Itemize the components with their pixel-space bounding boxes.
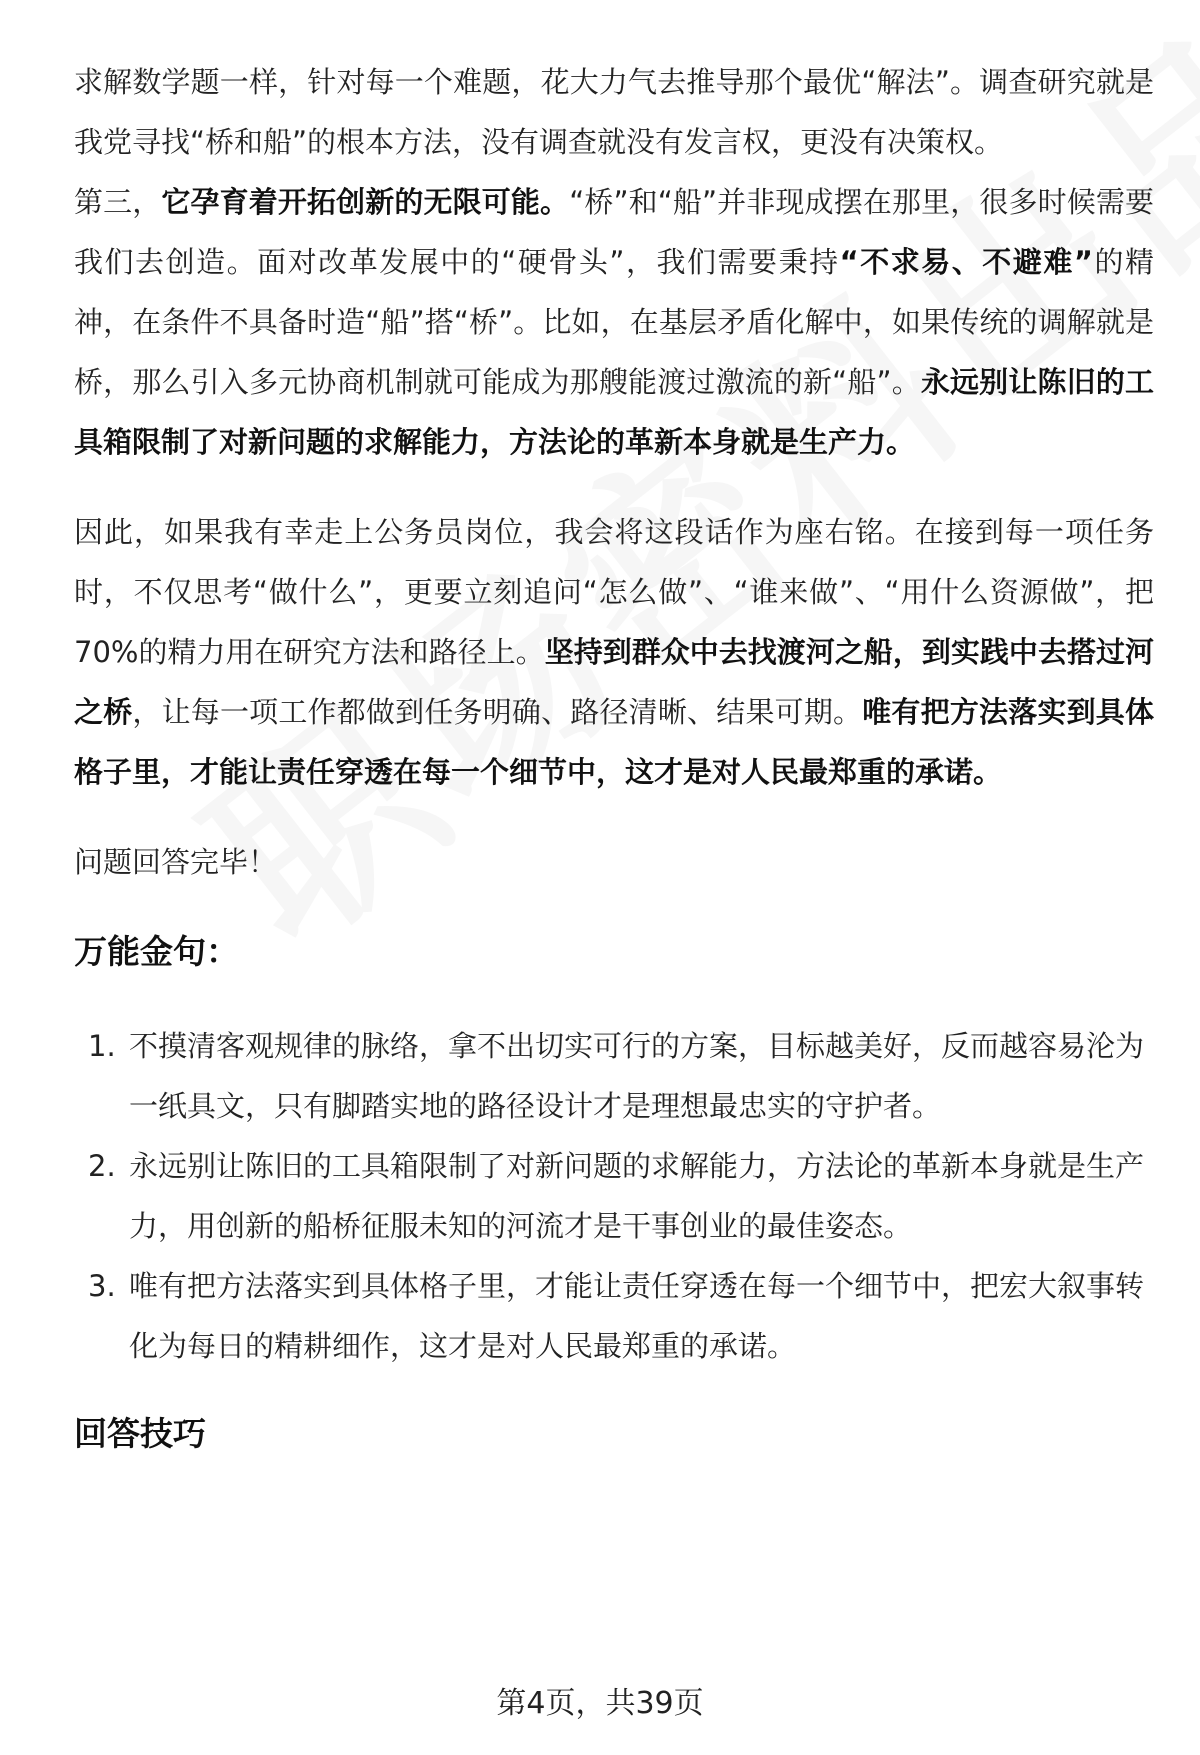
- list-item: [74, 1136, 1154, 1256]
- bold-run: 坚持到群众中去找渡河之船，到实践中去搭过河之桥: [74, 635, 1154, 729]
- list-number: 3.: [88, 1269, 116, 1303]
- bold-run: 它孕育着开拓创新的无限可能。: [161, 185, 570, 219]
- bold-run: “不求易、不避难”: [839, 245, 1093, 279]
- list-text: 不摸清客观规律的脉络，拿不出切实可行的方案，目标越美好，反而越容易沦为一纸具文，只有脚踏实地的路径设计才是理想最忠实的守护者。: [129, 1029, 1145, 1123]
- list-item: [74, 1256, 1154, 1376]
- page-number-footer: 第4页，共39页: [496, 1686, 704, 1721]
- golden-sentences-list: [74, 1016, 1154, 1376]
- list-number: 2.: [88, 1149, 116, 1183]
- list-item: [74, 1016, 1154, 1136]
- paragraph-conclusion: [74, 502, 1154, 802]
- golden-sentences-heading: 万能金句：: [74, 932, 239, 971]
- answer-tips-heading: 回答技巧: [74, 1414, 206, 1453]
- text-run: 因此，如果我有幸走上公务员岗位，我会将这段话作为座右铭。在接到每一项任务时，不仅思考“做什么”，更要立刻追问“怎么做”、“谁来做”、“用什么资源做”，把70%的精力用在研究方法和路径上。: [74, 515, 1154, 669]
- bold-run: 永远别让陈旧的工具箱限制了对新问题的求解能力，方法论的革新本身就是生产力。: [74, 365, 1154, 459]
- text-run: 求解数学题一样，针对每一个难题，花大力气去推导那个最优“解法”。调查研究就是我党寻找“桥和船”的根本方法，没有调查就没有发言权，更没有决策权。: [74, 65, 1154, 159]
- text-run: 的精神，在条件不具备时造“船”搭“桥”。比如，在基层矛盾化解中，如果传统的调解就是桥，那么引入多元协商机制就可能成为那艘能渡过激流的新“船”。: [74, 245, 1154, 399]
- text-run: 第三，: [74, 185, 162, 219]
- paragraph-closing: 问题回答完毕！: [74, 845, 278, 879]
- bold-run: 唯有把方法落实到具体格子里，才能让责任穿透在每一个细节中，这才是对人民最郑重的承诺。: [74, 695, 1154, 789]
- page-content: [74, 52, 1154, 1464]
- list-number: 1.: [88, 1029, 116, 1063]
- paragraph-methods: [74, 52, 1154, 472]
- list-text: 唯有把方法落实到具体格子里，才能让责任穿透在每一个细节中，把宏大叙事转化为每日的精耕细作，这才是对人民最郑重的承诺。: [129, 1269, 1145, 1363]
- text-run: ，让每一项工作都做到任务明确、路径清晰、结果可期。: [132, 695, 863, 729]
- list-text: 永远别让陈旧的工具箱限制了对新问题的求解能力，方法论的革新本身就是生产力，用创新的船桥征服未知的河流才是干事创业的最佳姿态。: [129, 1149, 1145, 1243]
- text-run: “桥”和“船”并非现成摆在那里，很多时候需要我们去创造。面对改革发展中的“硬骨头”，我们需要秉持: [74, 185, 1154, 279]
